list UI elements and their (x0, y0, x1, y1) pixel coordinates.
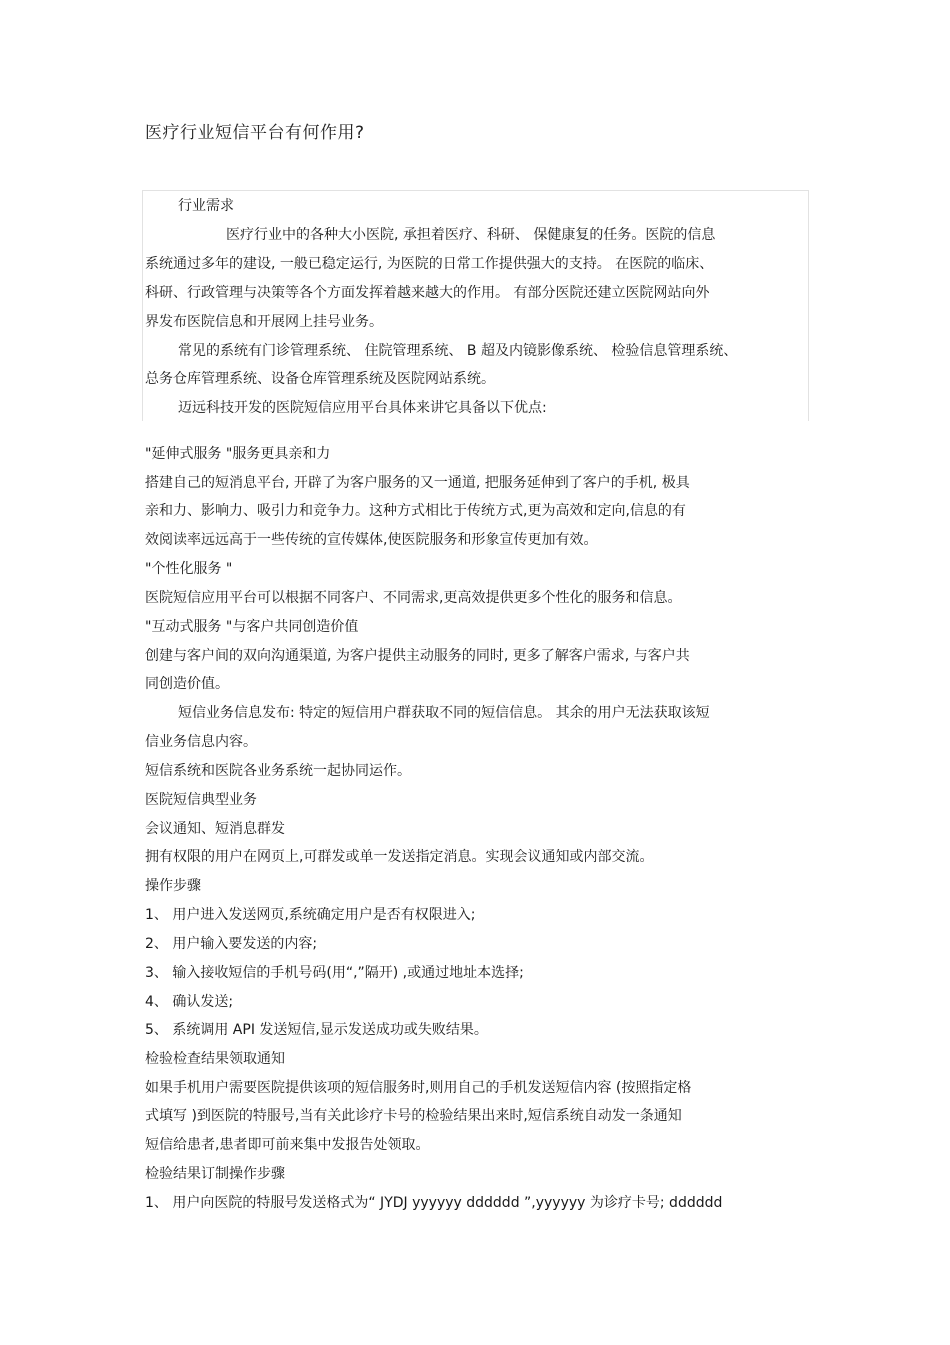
industry-needs-heading: 行业需求 (178, 198, 234, 214)
paragraph-line: 创建与客户间的双向沟通渠道, 为客户提供主动服务的同时, 更多了解客户需求, 与客户共 (145, 648, 690, 664)
paragraph-line: 式填写 )到医院的特服号,当有关此诊疗卡号的检验结果出来时,短信系统自动发一条通知 (145, 1108, 682, 1124)
paragraph-line: 搭建自己的短消息平台, 开辟了为客户服务的又一通道, 把服务延伸到了客户的手机, 极具 (145, 475, 690, 491)
step-item: 2、 用户输入要发送的内容; (145, 936, 318, 952)
paragraph-line: 拥有权限的用户在网页上,可群发或单一发送指定消息。实现会议通知或内部交流。 (145, 849, 654, 865)
paragraph-line: 同创造价值。 (145, 676, 229, 692)
step-item: 4、 确认发送; (145, 994, 234, 1010)
paragraph-line: 医院短信应用平台可以根据不同客户、不同需求,更高效提供更多个性化的服务和信息。 (145, 590, 682, 606)
section-heading: 会议通知、短消息群发 (145, 821, 285, 837)
paragraph-line: 短信系统和医院各业务系统一起协同运作。 (145, 763, 411, 779)
section-heading: "互动式服务 "与客户共同创造价值 (145, 619, 359, 635)
paragraph-line: 系统通过多年的建设, 一般已稳定运行, 为医院的日常工作提供强大的支持。 在医院的临床、 (145, 256, 714, 272)
section-heading: "延伸式服务 "服务更具亲和力 (145, 446, 331, 462)
step-item: 5、 系统调用 API 发送短信,显示发送成功或失败结果。 (145, 1022, 488, 1038)
paragraph-line: 效阅读率远远高于一些传统的宣传媒体,使医院服务和形象宣传更加有效。 (145, 532, 598, 548)
paragraph-line: 信业务信息内容。 (145, 734, 257, 750)
paragraph-line: 总务仓库管理系统、设备仓库管理系统及医院网站系统。 (145, 371, 495, 387)
paragraph-line: 科研、行政管理与决策等各个方面发挥着越来越大的作用。 有部分医院还建立医院网站向外 (145, 285, 710, 301)
step-item: 1、 用户向医院的特服号发送格式为“ JYDJ yyyyyy dddddd ”,yyyyyy 为诊疗卡号; dddddd (145, 1195, 723, 1211)
paragraph-line: 短信业务信息发布: 特定的短信用户群获取不同的短信信息。 其余的用户无法获取该短 (178, 705, 710, 721)
paragraph-line: 界发布医院信息和开展网上挂号业务。 (145, 314, 383, 330)
section-heading: 检验检查结果领取通知 (145, 1051, 285, 1067)
page-title: 医疗行业短信平台有何作用? (145, 123, 365, 143)
step-item: 3、 输入接收短信的手机号码(用“,”隔开) ,或通过地址本选择; (145, 965, 524, 981)
section-heading: "个性化服务 " (145, 561, 233, 577)
paragraph-line: 亲和力、影响力、吸引力和竞争力。这种方式相比于传统方式,更为高效和定向,信息的有 (145, 503, 686, 519)
section-heading: 医院短信典型业务 (145, 792, 257, 808)
section-heading: 检验结果订制操作步骤 (145, 1166, 285, 1182)
paragraph-line: 迈远科技开发的医院短信应用平台具体来讲它具备以下优点: (178, 400, 547, 416)
step-item: 1、 用户进入发送网页,系统确定用户是否有权限进入; (145, 907, 476, 923)
paragraph-line: 短信给患者,患者即可前来集中发报告处领取。 (145, 1137, 430, 1153)
paragraph-line: 如果手机用户需要医院提供该项的短信服务时,则用自己的手机发送短信内容 (按照指定格 (145, 1080, 692, 1096)
section-heading: 操作步骤 (145, 878, 201, 894)
paragraph-line: 医疗行业中的各种大小医院, 承担着医疗、科研、 保健康复的任务。医院的信息 (226, 227, 716, 243)
paragraph-line: 常见的系统有门诊管理系统、 住院管理系统、 B 超及内镜影像系统、 检验信息管理系统、 (178, 343, 738, 359)
